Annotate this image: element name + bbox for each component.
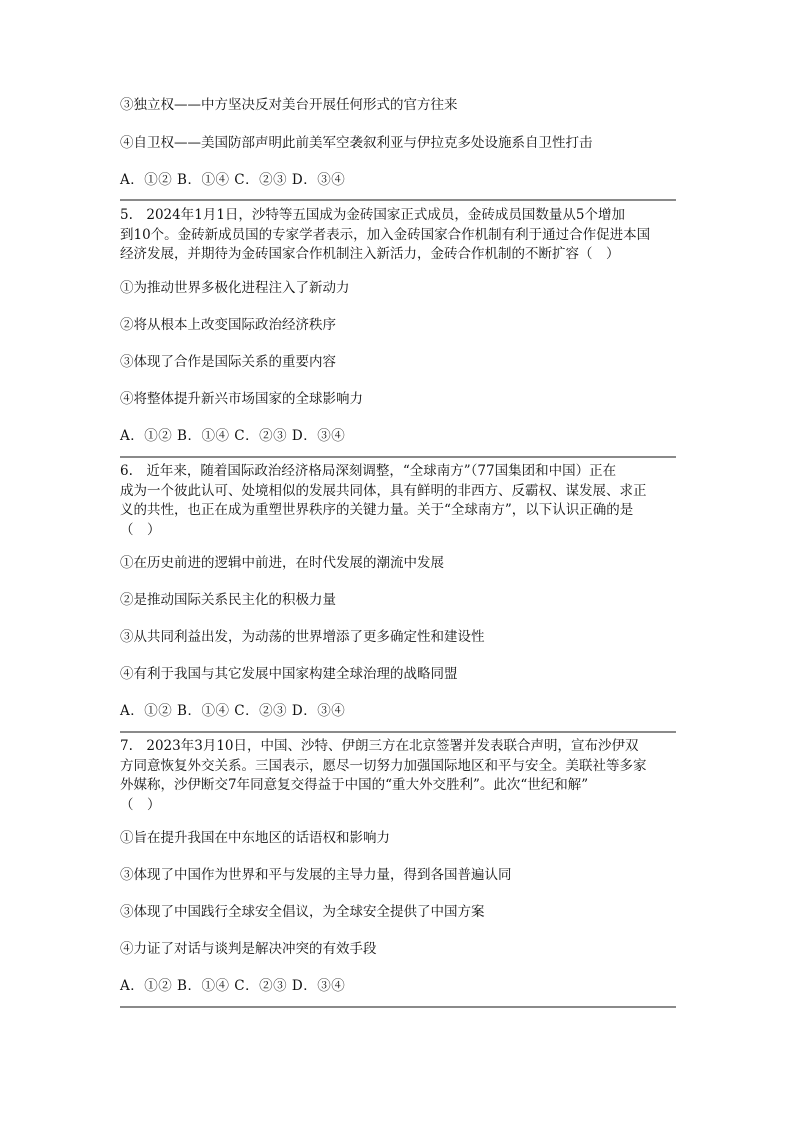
q5-stem-line: 5. 2024年1月1日，沙特等五国成为金砖国家正式成员，金砖成员国数量从5个增加 xyxy=(120,207,626,223)
q6-stem-line: 义的共性，也正在成为重塑世界秩序的关键力量。关于“全球南方”，以下认识正确的是 xyxy=(120,502,634,518)
q6-stem-line: 成为一个彼此认可、处境相似的发展共同体，具有鲜明的非西方、反霸权、谋发展、求正 xyxy=(120,482,647,499)
divider xyxy=(120,456,676,458)
q7-stem-line: （ ） xyxy=(120,796,161,813)
q7-stem-line: 外媒称，沙伊断交7年同意复交得益于中国的“重大外交胜利”。此次“世纪和解” xyxy=(120,777,589,793)
q6-option-2: ②是推动国际关系民主化的积极力量 xyxy=(120,592,336,608)
q5-stem xyxy=(120,206,676,265)
divider xyxy=(120,731,676,733)
q7-choices: A．①② B．①④ C．②③ D．③④ xyxy=(120,978,346,994)
q5-stem-line: 经济发展，并期待为金砖国家合作机制注入新活力，金砖合作机制的不断扩容（ ） xyxy=(120,246,620,262)
q7-option-3: ③体现了中国践行全球安全倡议，为全球安全提供了中国方案 xyxy=(120,904,485,920)
q7-stem-line: 7. 2023年3月10日，中国、沙特、伊朗三方在北京签署并发表联合声明，宣布沙伊双 xyxy=(120,738,639,754)
q5-choices: A．①② B．①④ C．②③ D．③④ xyxy=(120,428,346,444)
q4-option-3: ③独立权——中方坚决反对美台开展任何形式的官方往来 xyxy=(120,97,458,113)
q5-option-1: ①为推动世界多极化进程注入了新动力 xyxy=(120,280,350,296)
q5-option-2: ②将从根本上改变国际政治经济秩序 xyxy=(120,317,336,333)
q7-option-4: ④力证了对话与谈判是解决冲突的有效手段 xyxy=(120,941,377,957)
q6-stem-line: 6. 近年来，随着国际政治经济格局深刻调整，“全球南方”（77国集团和中国）正在 xyxy=(120,463,617,479)
q6-option-1: ①在历史前进的逻辑中前进，在时代发展的潮流中发展 xyxy=(120,555,444,571)
q6-option-4: ④有利于我国与其它发展中国家构建全球治理的战略同盟 xyxy=(120,666,458,682)
q4-choices: A．①② B．①④ C．②③ D．③④ xyxy=(120,172,346,188)
q7-option-1: ①旨在提升我国在中东地区的话语权和影响力 xyxy=(120,830,390,846)
q5-option-4: ④将整体提升新兴市场国家的全球影响力 xyxy=(120,391,363,407)
q6-stem-line: （ ） xyxy=(120,521,161,538)
q6-option-3: ③从共同利益出发，为动荡的世界增添了更多确定性和建设性 xyxy=(120,629,485,645)
q7-stem xyxy=(120,737,676,815)
divider xyxy=(120,199,676,201)
q7-stem-line: 方同意恢复外交关系。三国表示，愿尽一切努力加强国际地区和平与安全。美联社等多家 xyxy=(120,757,647,774)
q5-stem-line: 到10个。金砖新成员国的专家学者表示，加入金砖国家合作机制有利于通过合作促进本国 xyxy=(120,226,651,243)
q6-choices: A．①② B．①④ C．②③ D．③④ xyxy=(120,703,346,719)
q4-option-4: ④自卫权——美国防部声明此前美军空袭叙利亚与伊拉克多处设施系自卫性打击 xyxy=(120,135,593,151)
q7-option-2: ③体现了中国作为世界和平与发展的主导力量，得到各国普遍认同 xyxy=(120,867,512,883)
q6-stem xyxy=(120,462,676,540)
q5-option-3: ③体现了合作是国际关系的重要内容 xyxy=(120,354,336,370)
divider xyxy=(120,1006,676,1008)
